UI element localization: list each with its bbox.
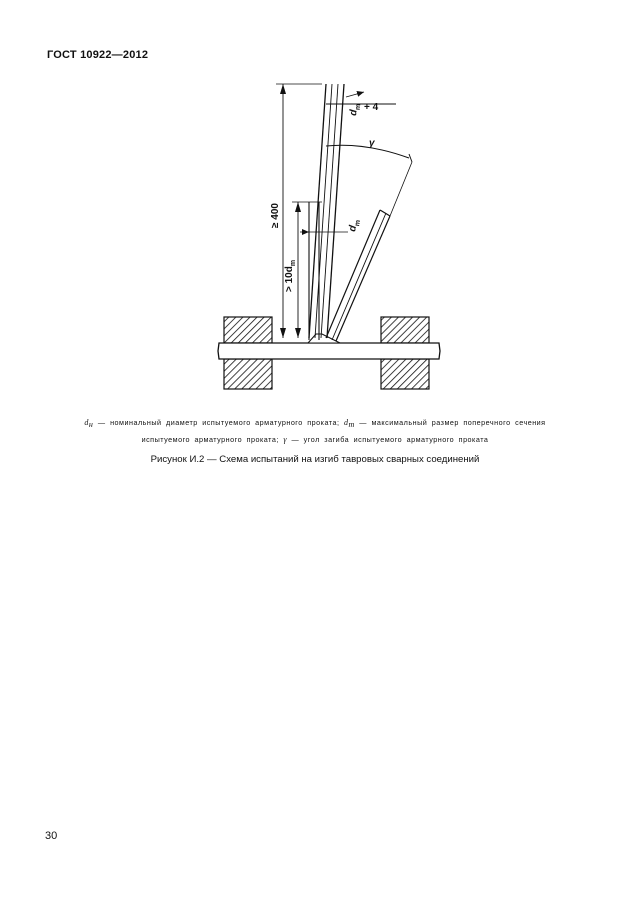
top-offset-label: $d_m$ <box>348 103 363 117</box>
figure-legend: $d_н$ — номинальный диаметр испытуемого арматурного проката; $d_m$ — максимальный размер поперечного сечения испытуемого арматурного проката; γ — угол загиба испытуемого арматурного проката <box>84 418 546 445</box>
inclined-rod <box>309 84 344 338</box>
bend-test-diagram <box>150 70 480 400</box>
bend-test-figure <box>150 70 480 400</box>
height-rel-label: > $10d_m$ <box>284 259 297 292</box>
page-number: 30 <box>45 830 58 842</box>
dm-label: $d_m$ <box>347 219 363 233</box>
page-header: ГОСТ 10922—2012 <box>47 49 149 61</box>
svg-text:+ 4: + 4 <box>364 102 379 113</box>
angle-arc <box>326 145 409 158</box>
angle-label: γ <box>369 138 375 149</box>
weld-bead <box>308 334 340 343</box>
left-support-lower <box>224 359 272 389</box>
rod-length-dimension <box>292 202 322 338</box>
right-support-upper <box>381 317 429 343</box>
base-bar <box>218 343 440 359</box>
height-min-label: ≥ 400 <box>270 203 281 228</box>
left-support-upper <box>224 317 272 343</box>
angle-ray <box>390 162 412 216</box>
right-support-lower <box>381 359 429 389</box>
figure-caption: Рисунок И.2 — Схема испытаний на изгиб тавровых сварных соединений <box>150 454 480 465</box>
